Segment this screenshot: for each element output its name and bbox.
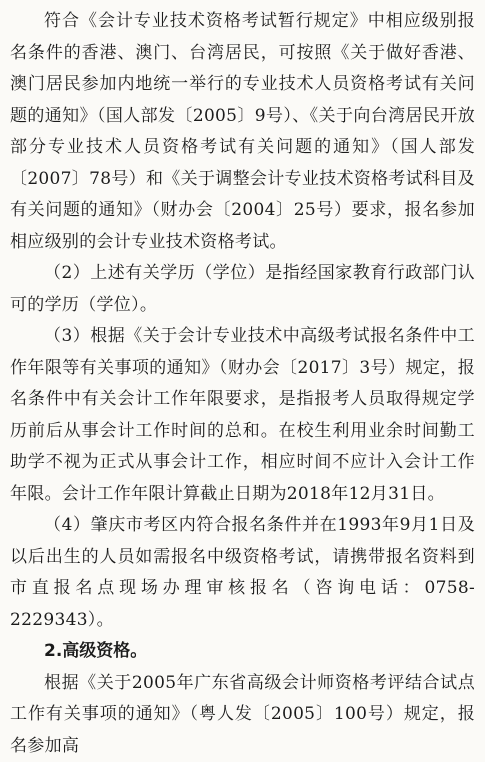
paragraph-zhaoqing-registration: （4）肇庆市考区内符合报名条件并在1993年9月1日及以后出生的人员如需报名中级资格考试，请携带报名资料到市直报名点现场办理审核报名（咨询电话：0758-2229343）。 — [10, 510, 475, 636]
paragraph-senior-accountant-rules: 根据《关于2005年广东省高级会计师资格考评结合试点工作有关事项的通知》（粤人发〔2005〕100号）规定，报名参加高 — [10, 668, 475, 762]
paragraph-degree-recognition: （2）上述有关学历（学位）是指经国家教育行政部门认可的学历（学位）。 — [10, 258, 475, 321]
paragraph-hk-macau-taiwan-eligibility: 符合《会计专业技术资格考试暂行规定》中相应级别报名条件的香港、澳门、台湾居民，可按照《关于做好香港、澳门居民参加内地统一举行的专业技术人员资格考试有关问题的通知》（国人部发〔2005〕9号）、《关于向台湾居民开放部分专业技术人员资格考试有关问题的通知》（国人部发〔2007〕78号）和《关于调整会计专业技术资格考试科目及有关问题的通知》（财办会〔2004〕25号）要求，报名参加相应级别的会计专业技术资格考试。 — [10, 6, 475, 258]
section-heading-senior-qualification: 2.高级资格。 — [10, 636, 475, 668]
paragraph-work-years-rules: （3）根据《关于会计专业技术中高级考试报名条件中工作年限等有关事项的通知》（财办会〔2017〕3号）规定，报名条件中有关会计工作年限要求，是指报考人员取得规定学历前后从事会计工作时间的总和。在校生利用业余时间勤工助学不视为正式从事会计工作，相应时间不应计入会计工作年限。会计工作年限计算截止日期为2018年12月31日。 — [10, 321, 475, 510]
